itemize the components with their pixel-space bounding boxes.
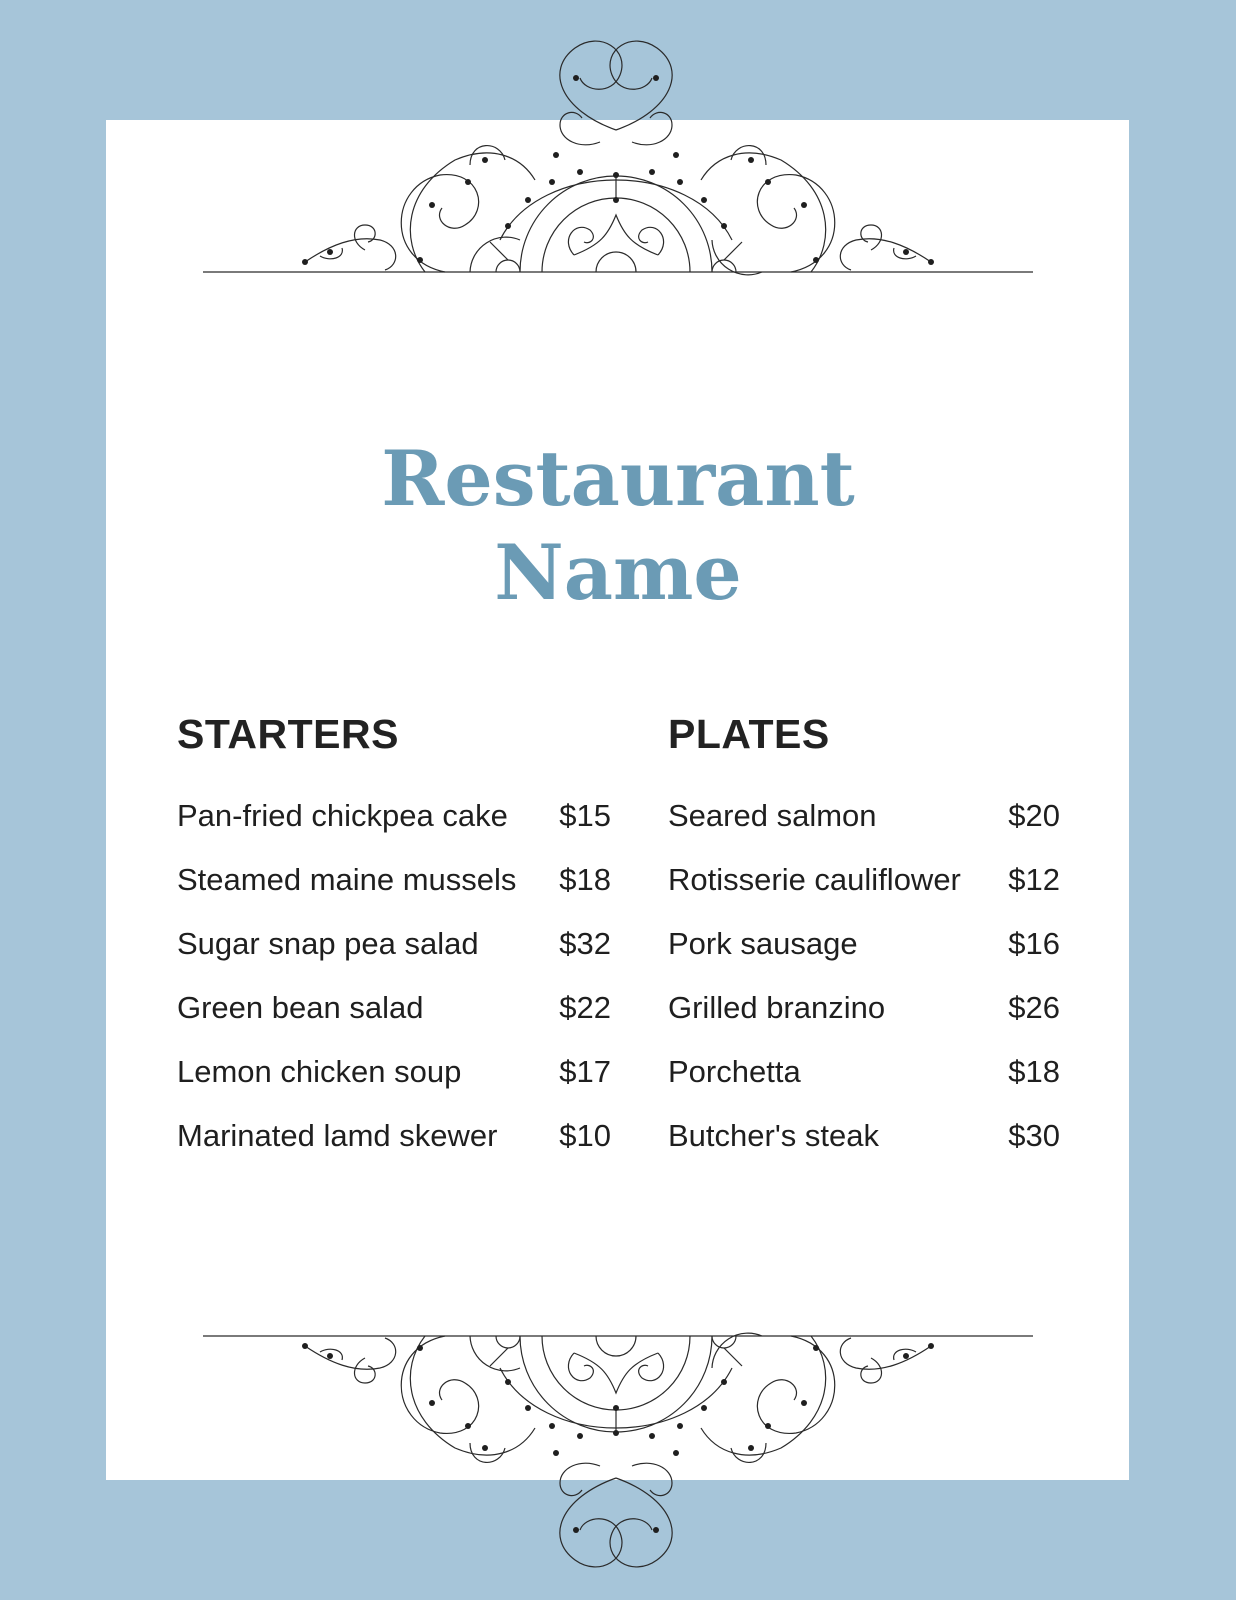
menu-item <box>668 784 1060 848</box>
top-filigree-ornament-icon <box>0 30 1236 310</box>
menu-item <box>177 784 611 848</box>
menu-item-name: Sugar snap pea salad <box>177 926 479 961</box>
menu-item <box>668 1040 1060 1104</box>
menu-item-price: $15 <box>559 798 611 833</box>
menu-item-name: Grilled branzino <box>668 990 886 1025</box>
menu-item-name: Pan-fried chickpea cake <box>177 798 508 833</box>
menu-item-price: $26 <box>1008 990 1060 1025</box>
menu-item-price: $17 <box>559 1054 611 1089</box>
menu-item <box>668 912 1060 976</box>
menu-item-name: Green bean salad <box>177 990 424 1025</box>
menu-item <box>177 1040 611 1104</box>
menu-item-name: Porchetta <box>668 1054 801 1089</box>
menu-item-price: $18 <box>1008 1054 1060 1089</box>
menu-item-name: Pork sausage <box>668 926 858 961</box>
menu-item-price: $18 <box>559 862 611 897</box>
starters-list <box>177 784 611 1168</box>
menu-item-price: $20 <box>1008 798 1060 833</box>
menu-item <box>668 1104 1060 1168</box>
menu-item-price: $32 <box>559 926 611 961</box>
menu-item-price: $16 <box>1008 926 1060 961</box>
menu-item-price: $30 <box>1008 1118 1060 1153</box>
section-heading-starters: STARTERS <box>177 711 399 757</box>
menu-item-price: $12 <box>1008 862 1060 897</box>
menu-item-name: Steamed maine mussels <box>177 862 517 897</box>
menu-item-name: Rotisserie cauliflower <box>668 862 961 897</box>
plates-section <box>668 710 1060 1168</box>
section-heading-plates: PLATES <box>668 711 830 757</box>
menu-item-name: Lemon chicken soup <box>177 1054 462 1089</box>
restaurant-name-title <box>0 432 1236 620</box>
title-line-2: Name <box>494 528 742 617</box>
bottom-filigree-ornament-icon <box>0 1320 1236 1600</box>
starters-section <box>177 710 611 1168</box>
menu-item <box>177 912 611 976</box>
menu-item <box>177 848 611 912</box>
plates-list <box>668 784 1060 1168</box>
menu-item <box>177 1104 611 1168</box>
title-line-1: Restaurant <box>381 434 855 523</box>
menu-item <box>668 976 1060 1040</box>
menu-item <box>177 976 611 1040</box>
menu-item-price: $22 <box>559 990 611 1025</box>
menu-item <box>668 848 1060 912</box>
menu-item-name: Butcher's steak <box>668 1118 879 1153</box>
menu-item-name: Marinated lamd skewer <box>177 1118 498 1153</box>
menu-item-name: Seared salmon <box>668 798 877 833</box>
menu-item-price: $10 <box>559 1118 611 1153</box>
